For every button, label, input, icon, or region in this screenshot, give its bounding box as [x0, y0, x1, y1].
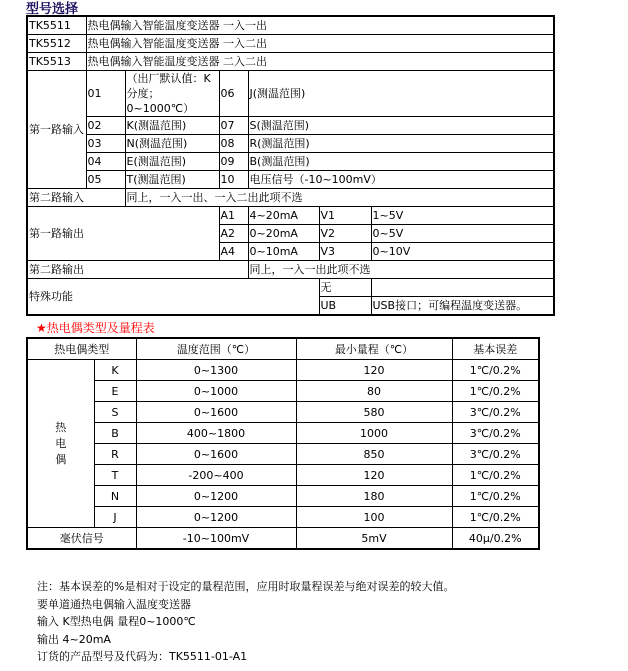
table-cell: K [94, 360, 136, 381]
input1-row [27, 153, 554, 171]
output-code: A2 [219, 225, 248, 243]
note-line: 要单道通热电偶输入温度变送器 [37, 597, 191, 611]
input1-row [27, 171, 554, 189]
input-code: 03 [86, 135, 125, 153]
model-row [27, 35, 554, 53]
table-row [27, 381, 539, 402]
table-row [27, 402, 539, 423]
table-cell: -200~400 [136, 465, 296, 486]
table-cell: S [94, 402, 136, 423]
table-cell: 1℃/0.2% [452, 360, 539, 381]
table-cell: E [94, 381, 136, 402]
special-code: UB [319, 297, 371, 316]
special-row [27, 279, 554, 297]
table-row [27, 444, 539, 465]
range-table-title: ★热电偶类型及量程表 [36, 321, 155, 335]
input-desc: （出厂默认值：K分度；0~1000℃） [125, 71, 219, 117]
output-code: A4 [219, 243, 248, 261]
special-text [371, 279, 554, 297]
input1-row [27, 135, 554, 153]
special-text: USB接口；可编程温度变送器。 [371, 297, 554, 316]
table-cell: 3℃/0.2% [452, 402, 539, 423]
input-desc: R(测温范围) [248, 135, 554, 153]
table-cell: 580 [296, 402, 452, 423]
note-line: 输入 K型热电偶 量程0~1000℃ [37, 615, 196, 628]
input-desc: S(测温范围) [248, 117, 554, 135]
model-row [27, 16, 554, 35]
input-code: 07 [219, 117, 248, 135]
table-cell: 1℃/0.2% [452, 486, 539, 507]
table-cell: 3℃/0.2% [452, 423, 539, 444]
special-code: 无 [319, 279, 371, 297]
table-cell: 1℃/0.2% [452, 465, 539, 486]
table-row [27, 465, 539, 486]
table-cell: 0~1200 [136, 507, 296, 528]
header-row [27, 338, 539, 360]
output1-label: 第一路输出 [27, 207, 219, 261]
input-desc: T(测温范围) [125, 171, 219, 189]
input2-row [27, 189, 554, 207]
input-desc: K(测温范围) [125, 117, 219, 135]
table-cell: 850 [296, 444, 452, 465]
table-row [27, 486, 539, 507]
table-cell: 120 [296, 360, 452, 381]
output-code: V2 [319, 225, 371, 243]
model-code: TK5513 [27, 53, 86, 71]
output1-row [27, 207, 554, 225]
table-row [27, 360, 539, 381]
page-title: 型号选择 [26, 2, 79, 17]
table-cell: R [94, 444, 136, 465]
header-cell: 热电偶类型 [27, 338, 136, 360]
table-cell: 0~1300 [136, 360, 296, 381]
input-desc: J(测温范围) [248, 71, 554, 117]
input-code: 01 [86, 71, 125, 117]
input-code: 05 [86, 171, 125, 189]
table-cell: 180 [296, 486, 452, 507]
table-cell: 1℃/0.2% [452, 507, 539, 528]
input-desc: 电压信号（-10~100mV） [248, 171, 554, 189]
table-cell: 80 [296, 381, 452, 402]
group-label: 热电偶 [27, 360, 94, 528]
table-cell: -10~100mV [136, 528, 296, 550]
input-code: 02 [86, 117, 125, 135]
notes [37, 578, 454, 666]
model-code: TK5511 [27, 16, 86, 35]
input-desc: N(测温范围) [125, 135, 219, 153]
input1-label: 第一路输入 [27, 71, 86, 189]
table-cell: 1000 [296, 423, 452, 444]
output-code: V1 [319, 207, 371, 225]
table-row [27, 423, 539, 444]
input-code: 04 [86, 153, 125, 171]
table-cell: T [94, 465, 136, 486]
model-row [27, 53, 554, 71]
thermocouple-range-table [26, 337, 540, 550]
table-cell: 0~1200 [136, 486, 296, 507]
output-code: A1 [219, 207, 248, 225]
output-value: 4~20mA [248, 207, 319, 225]
input-code: 09 [219, 153, 248, 171]
input-code: 08 [219, 135, 248, 153]
header-cell: 温度范围（℃） [136, 338, 296, 360]
table-cell: 100 [296, 507, 452, 528]
output2-row [27, 261, 554, 279]
input-code: 06 [219, 71, 248, 117]
input-desc: E(测温范围) [125, 153, 219, 171]
input2-label: 第二路输入 [27, 189, 125, 207]
table-cell: 3℃/0.2% [452, 444, 539, 465]
note-line: 订货的产品型号及代码为：TK5511-01-A1 [37, 650, 248, 663]
table-cell: B [94, 423, 136, 444]
header-cell: 基本误差 [452, 338, 539, 360]
model-desc: 热电偶输入智能温度变送器 一入一出 [86, 16, 554, 35]
output-value: 0~5V [371, 225, 554, 243]
model-desc: 热电偶输入智能温度变送器 一入二出 [86, 35, 554, 53]
input-desc: B(测温范围) [248, 153, 554, 171]
input-code: 10 [219, 171, 248, 189]
output-value: 1~5V [371, 207, 554, 225]
output-value: 0~10mA [248, 243, 319, 261]
table-cell: 400~1800 [136, 423, 296, 444]
mv-label: 毫伏信号 [27, 528, 136, 550]
model-selection-table [26, 15, 555, 316]
note-line: 注：基本误差的%是相对于设定的量程范围，应用时取量程误差与绝对误差的较大值。 [37, 580, 455, 593]
header-cell: 最小量程（℃） [296, 338, 452, 360]
table-cell: 1℃/0.2% [452, 381, 539, 402]
table-cell: J [94, 507, 136, 528]
table-cell: 40μ/0.2% [452, 528, 539, 550]
output-value: 0~10V [371, 243, 554, 261]
note-line: 输出 4~20mA [37, 632, 111, 646]
table-cell: 5mV [296, 528, 452, 550]
output2-text: 同上，一入一出此项不选 [248, 261, 554, 279]
input1-row [27, 71, 554, 117]
model-desc: 热电偶输入智能温度变送器 二入二出 [86, 53, 554, 71]
input2-text: 同上，一入一出、一入二出此项不选 [125, 189, 554, 207]
table-cell: 0~1600 [136, 402, 296, 423]
table-cell: 0~1000 [136, 381, 296, 402]
output-value: 0~20mA [248, 225, 319, 243]
table-cell: 120 [296, 465, 452, 486]
table-cell: N [94, 486, 136, 507]
input1-row [27, 117, 554, 135]
table-row [27, 507, 539, 528]
model-code: TK5512 [27, 35, 86, 53]
special-label: 特殊功能 [27, 279, 319, 316]
table-cell: 0~1600 [136, 444, 296, 465]
mv-row [27, 528, 539, 550]
output-code: V3 [319, 243, 371, 261]
output2-label: 第二路输出 [27, 261, 248, 279]
